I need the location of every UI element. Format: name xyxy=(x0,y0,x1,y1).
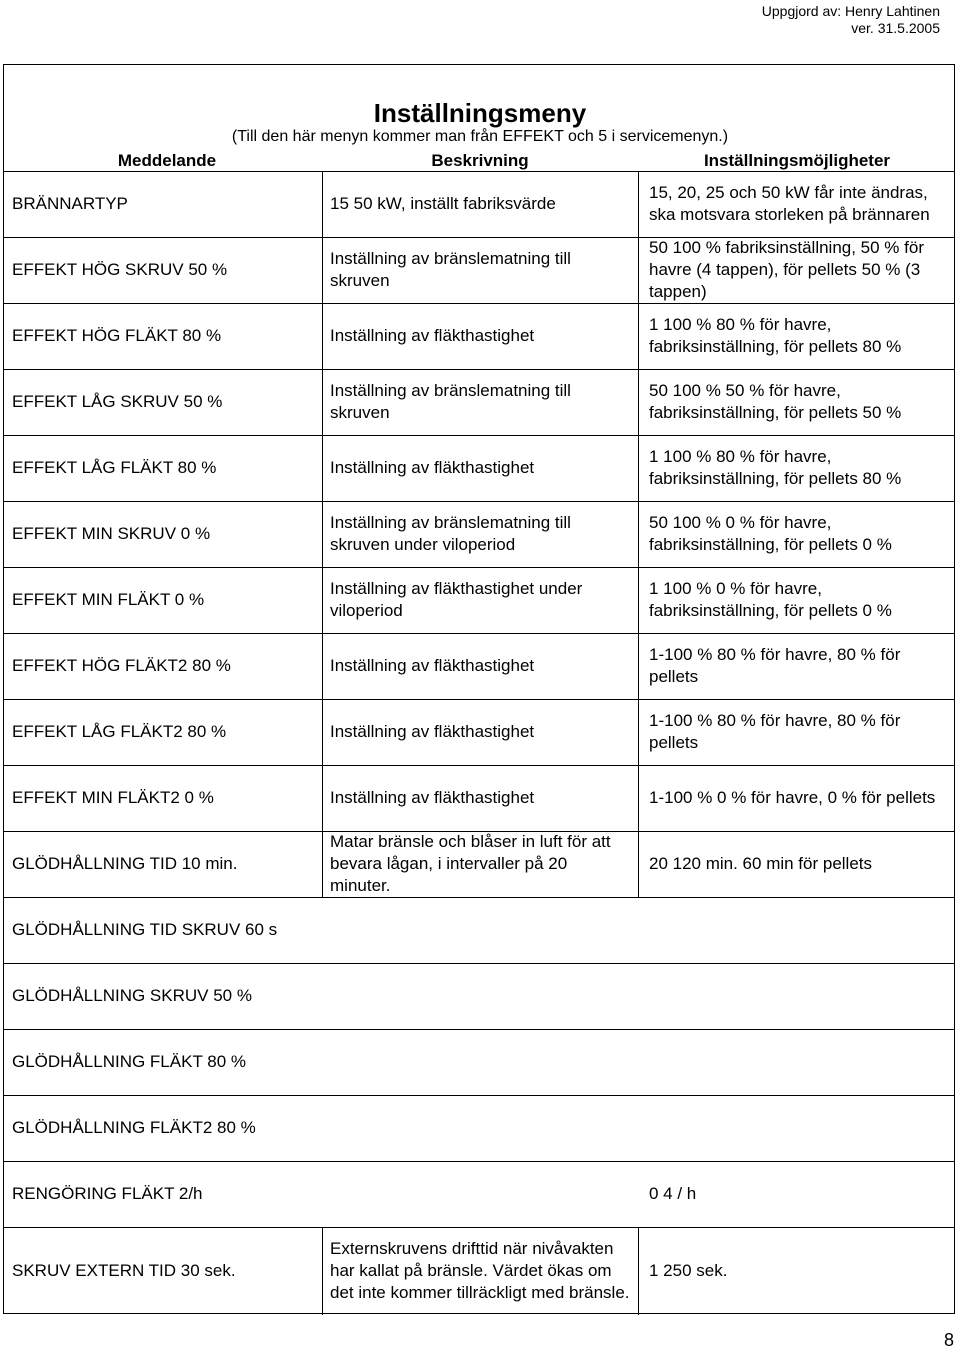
version-line: ver. 31.5.2005 xyxy=(851,20,940,36)
table-cell-options: 20 120 min. 60 min för pellets xyxy=(649,854,873,873)
table-cell-options: 1 100 % 80 % för havre, fabriksinställning, för pellets 80 % xyxy=(649,315,902,356)
table-cell-message: EFFEKT MIN FLÄKT 0 % xyxy=(12,590,205,609)
table-cell-description: Inställning av fläkthastighet xyxy=(330,788,535,807)
table-cell-description: Inställning av fläkthastighet xyxy=(330,458,535,477)
table-cell-options: 50 100 % 0 % för havre, fabriksinställning, för pellets 0 % xyxy=(649,513,892,554)
table-cell-options: 50 100 % fabriksinställning, 50 % för havre (4 tappen), för pellets 50 % (3 tappen) xyxy=(649,238,924,301)
table-cell-message: EFFEKT MIN FLÄKT2 0 % xyxy=(12,788,214,807)
table-cell-message: RENGÖRING FLÄKT 2/h xyxy=(12,1184,203,1203)
table-cell-message: EFFEKT HÖG FLÄKT 80 % xyxy=(12,326,222,345)
column-header-description: Beskrivning xyxy=(431,151,529,170)
table-cell-message: EFFEKT HÖG FLÄKT2 80 % xyxy=(12,656,231,675)
table-cell-description: Inställning av fläkthastighet under viloperiod xyxy=(330,579,583,620)
table-cell-message: GLÖDHÅLLNING TID SKRUV 60 s xyxy=(12,920,278,939)
page-title: Inställningsmeny xyxy=(373,98,587,128)
table-cell-description: Inställning av fläkthastighet xyxy=(330,722,535,741)
grid-line xyxy=(638,171,639,897)
table-cell-options: 1 100 % 0 % för havre, fabriksinställning, för pellets 0 % xyxy=(649,579,892,620)
table-cell-options: 50 100 % 50 % för havre, fabriksinställning, för pellets 50 % xyxy=(649,381,902,422)
grid-line xyxy=(638,1227,639,1315)
table-cell-options: 1-100 % 80 % för havre, 80 % för pellets xyxy=(649,711,901,752)
table-cell-message: GLÖDHÅLLNING FLÄKT2 80 % xyxy=(12,1118,256,1137)
table-cell-message: BRÄNNARTYP xyxy=(12,194,128,213)
author-line: Uppgjord av: Henry Lahtinen xyxy=(761,3,940,19)
table-cell-description: Matar bränsle och blåser in luft för att bevara lågan, i intervaller på 20 minuter. xyxy=(330,832,611,895)
column-header-options: Inställningsmöjligheter xyxy=(703,151,891,170)
column-header-message: Meddelande xyxy=(117,151,217,170)
table-cell-options: 0 4 / h xyxy=(649,1184,697,1203)
grid-line xyxy=(322,171,323,897)
table-cell-description: Inställning av bränslematning till skruven xyxy=(330,249,571,290)
page-number: 8 xyxy=(943,1330,954,1350)
table-cell-message: SKRUV EXTERN TID 30 sek. xyxy=(12,1261,236,1280)
table-cell-message: GLÖDHÅLLNING FLÄKT 80 % xyxy=(12,1052,246,1071)
table-cell-options: 1-100 % 0 % för havre, 0 % för pellets xyxy=(649,788,936,807)
settings-table-frame xyxy=(3,64,955,1314)
page-subtitle: (Till den här menyn kommer man från EFFEKT och 5 i servicemenyn.) xyxy=(231,128,729,145)
table-cell-options: 1 100 % 80 % för havre, fabriksinställning, för pellets 80 % xyxy=(649,447,902,488)
table-cell-description: Inställning av bränslematning till skruven under viloperiod xyxy=(330,513,571,554)
table-cell-options: 1 250 sek. xyxy=(649,1261,728,1280)
table-cell-message: EFFEKT LÅG SKRUV 50 % xyxy=(12,392,223,411)
table-cell-message: EFFEKT HÖG SKRUV 50 % xyxy=(12,260,228,279)
table-cell-options: 15, 20, 25 och 50 kW får inte ändras, ska motsvara storleken på brännaren xyxy=(649,183,930,224)
document-header xyxy=(762,3,940,37)
table-cell-message: GLÖDHÅLLNING SKRUV 50 % xyxy=(12,986,252,1005)
table-cell-options: 1-100 % 80 % för havre, 80 % för pellets xyxy=(649,645,901,686)
table-cell-message: GLÖDHÅLLNING TID 10 min. xyxy=(12,854,238,873)
grid-line xyxy=(322,1227,323,1315)
table-cell-description: Inställning av fläkthastighet xyxy=(330,326,535,345)
table-cell-description: Inställning av bränslematning till skruven xyxy=(330,381,571,422)
table-cell-message: EFFEKT LÅG FLÄKT2 80 % xyxy=(12,722,227,741)
table-cell-message: EFFEKT LÅG FLÄKT 80 % xyxy=(12,458,217,477)
table-cell-description: 15 50 kW, inställt fabriksvärde xyxy=(330,194,556,213)
table-cell-description: Externskruvens drifttid när nivåvakten har kallat på bränsle. Värdet ökas om det inte kommer tillräckligt med bränsle. xyxy=(330,1239,630,1302)
table-cell-message: EFFEKT MIN SKRUV 0 % xyxy=(12,524,211,543)
table-cell-description: Inställning av fläkthastighet xyxy=(330,656,535,675)
